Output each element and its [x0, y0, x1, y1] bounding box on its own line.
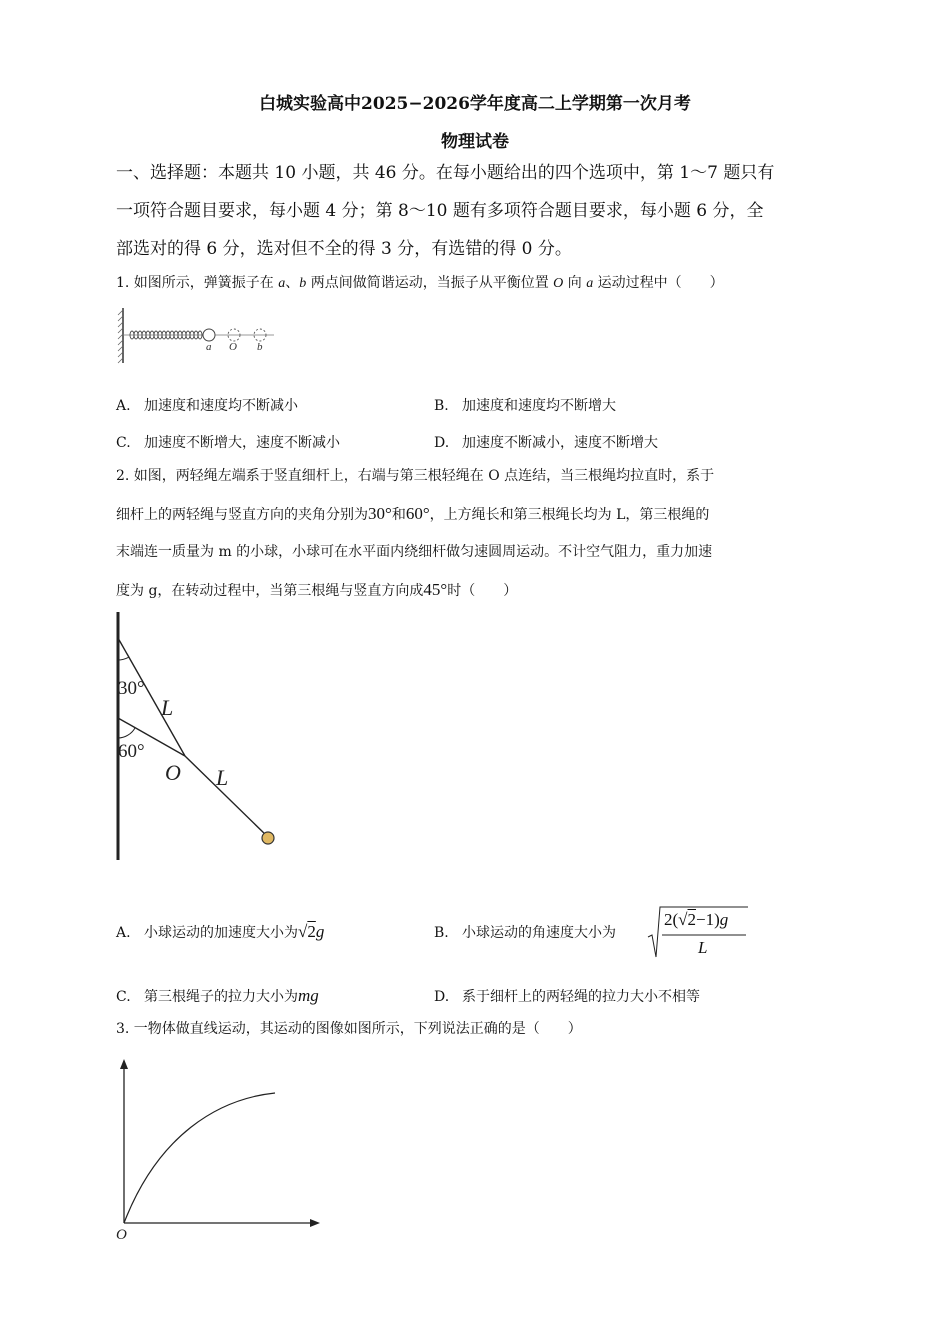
label-o: O	[229, 341, 237, 353]
exam-subtitle: 物理试卷	[441, 132, 509, 152]
oscillator-ball	[203, 329, 215, 341]
sqrt-expression: √2g	[298, 922, 325, 941]
q2-option-b[interactable]: B. 小球运动的角速度大小为	[434, 925, 616, 941]
formula-denominator: L	[698, 938, 708, 957]
rope-pendulum-figure	[108, 608, 288, 866]
angle-60-label: 60°	[118, 741, 145, 762]
q2-option-d[interactable]: D. 系于细杆上的两轻绳的拉力大小不相等	[434, 989, 700, 1005]
label-a: a	[206, 341, 212, 353]
q1-option-a[interactable]: A. 加速度和速度均不断减小	[116, 398, 298, 414]
angle-arc-60	[118, 728, 135, 738]
q1-option-d[interactable]: D. 加速度不断减小，速度不断增大	[434, 435, 658, 451]
label-b: b	[257, 341, 263, 353]
motion-curve	[124, 1093, 275, 1223]
x-axis-arrow	[310, 1219, 320, 1227]
section-line: 一项符合题目要求，每小题 4 分；第 8～10 题有多项符合题目要求，每小题 6 分，全	[116, 201, 764, 221]
q1-option-b[interactable]: B. 加速度和速度均不断增大	[434, 398, 616, 414]
spring-oscillator-figure	[116, 305, 278, 365]
angle-30-label: 30°	[118, 678, 145, 699]
ball	[262, 832, 274, 844]
angle-arc-30	[118, 657, 129, 660]
q2-option-a[interactable]: A. 小球运动的加速度大小为√2g	[116, 922, 325, 941]
label-upper-L: L	[161, 695, 174, 720]
question-2-stem: 2. 如图，两轻绳左端系于竖直细杆上，右端与第三根轻绳在 O 点连结，当三根绳均拉直时，系于 细杆上的两轻绳与竖直方向的夹角分别为30°和60°，上方绳长和第三根绳长均为 L，第三根绳的 末端连一质量为 m 的小球，小球可在水平面内绕细杆做匀速圆周运动。不计空气阻力，重力加速 度为 g，在转动过程中，当第三根绳与竖直方向成45°时（ ）	[116, 468, 715, 599]
exam-title: 白城实验高中2025−2026学年度高二上学期第一次月考	[259, 94, 691, 114]
section-instructions	[116, 154, 836, 268]
section-line: 一、选择题：本题共 10 小题，共 46 分。在每小题给出的四个选项中，第 1～7 题只有	[116, 163, 775, 183]
motion-graph	[108, 1055, 328, 1245]
q2-option-c[interactable]: C. 第三根绳子的拉力大小为mg	[116, 986, 319, 1005]
y-axis-arrow	[120, 1059, 128, 1069]
section-line: 部选对的得 6 分，选对但不全的得 3 分，有选错的得 0 分。	[116, 239, 572, 259]
label-O: O	[165, 760, 181, 785]
formula-numerator: 2(√2−1)g	[664, 910, 729, 929]
q1-option-c[interactable]: C. 加速度不断增大，速度不断减小	[116, 435, 340, 451]
omega-formula	[646, 905, 750, 965]
question-3-stem: 3. 一物体做直线运动，其运动的图像如图所示，下列说法正确的是（ ）	[116, 1021, 582, 1037]
origin-label: O	[116, 1227, 127, 1243]
label-third-L: L	[216, 765, 229, 790]
question-1-stem: 1. 如图所示，弹簧振子在 a、b 两点间做简谐运动，当振子从平衡位置 O 向 a 运动过程中（ ）	[116, 275, 724, 291]
